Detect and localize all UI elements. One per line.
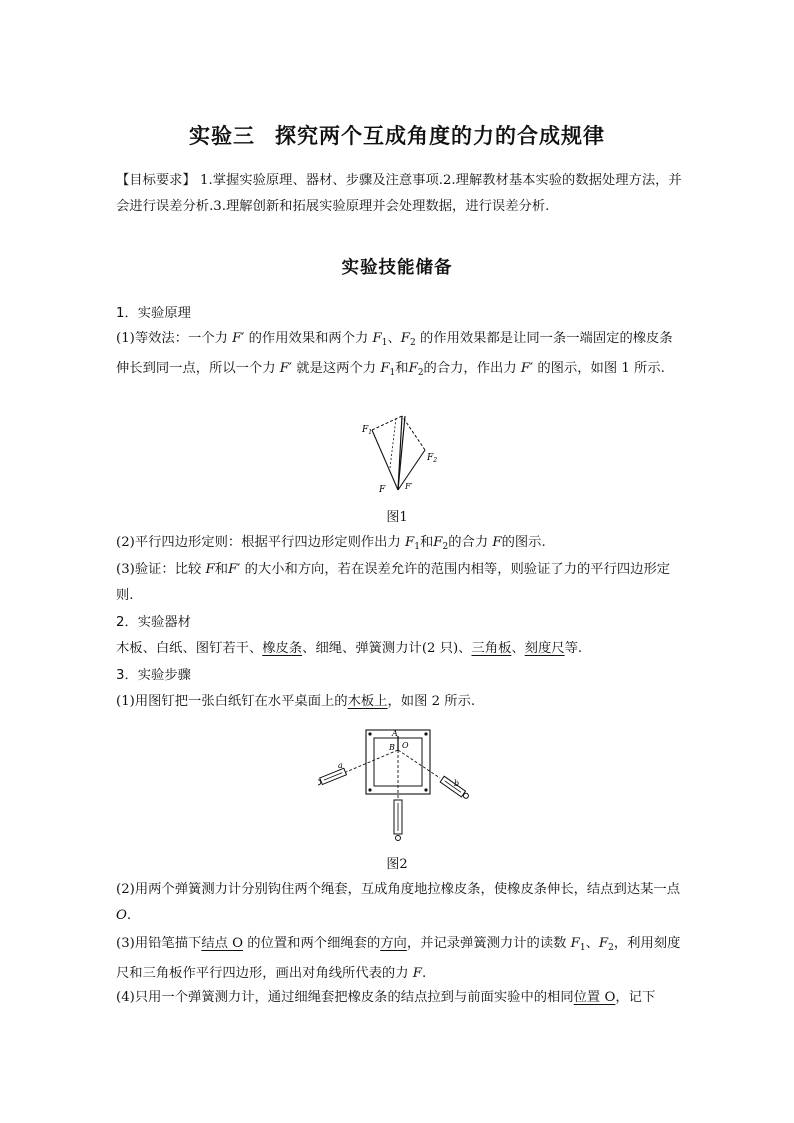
label-a-upper: A	[392, 729, 398, 738]
figure-1-caption: 图1	[386, 510, 408, 525]
string-b	[398, 750, 440, 778]
label-f1: $F_1$	[362, 425, 373, 436]
objective-tag: 【目标要求】	[116, 173, 196, 188]
dashed-guide	[390, 418, 396, 468]
figure-2-apparatus	[318, 726, 478, 852]
label-b-upper: B	[389, 743, 395, 752]
title-experiment-number: 实验三	[189, 124, 255, 148]
title-topic: 探究两个互成角度的力的合成规律	[275, 124, 605, 148]
section-heading-principle: 1．实验原理	[116, 306, 191, 321]
principle-paragraph-3: (3)验证：比较 F和F′ 的大小和方向，若在误差允许的范围内相等，则验证了力的平行四边形定则.	[116, 562, 671, 603]
step-2: (2)用两个弹簧测力计分别钩住两个绳套，互成角度地拉橡皮条，使橡皮条伸长，结点到达某一点 O.	[116, 882, 681, 923]
label-f: F	[379, 485, 386, 495]
label-b-lower: b	[454, 779, 460, 788]
label-o: O	[402, 741, 409, 750]
pin-icon	[424, 732, 427, 735]
page-title	[0, 120, 794, 150]
string-a	[346, 750, 398, 772]
figure-2-caption: 图2	[386, 857, 408, 872]
section-title: 实验技能储备	[341, 258, 453, 278]
pin-icon	[424, 788, 427, 791]
pin-icon	[368, 788, 371, 791]
section-heading-equipment: 2．实验器材	[116, 615, 191, 630]
principle-paragraph-1: (1)等效法：一个力 F′ 的作用效果和两个力 $F_1$、$F_2$ 的作用效果都是让同一条一端固定的橡皮条伸长到同一点，所以一个力 F′ 就是这两个力 $F_1$和$F_2$的合力，作出力 F′ 的图示，如图 1 所示.	[116, 331, 673, 378]
objective-text: 1.掌握实验原理、器材、步骤及注意事项.2.理解教材基本实验的数据处理方法，并会进行误差分析.3.理解创新和拓展实验原理并会处理数据，进行误差分析.	[116, 173, 682, 214]
parallelogram-dashed-edge	[402, 416, 425, 450]
f1-vector	[372, 430, 398, 490]
step-4: (4)只用一个弹簧测力计，通过细绳套把橡皮条的结点拉到与前面实验中的相同位置 O，记下	[116, 990, 656, 1005]
section-heading-steps: 3．实验步骤	[116, 668, 191, 683]
parallelogram-dashed-edge	[372, 416, 402, 430]
principle-paragraph-2: (2)平行四边形定则：根据平行四边形定则作出力 $F_1$和$F_2$的合力 F的图示.	[116, 535, 546, 552]
objective-block	[116, 168, 682, 220]
step-3: (3)用铅笔描下结点 O 的位置和两个细绳套的方向，并记录弹簧测力计的读数 $F_1$、$F_2$，利用刻度尺和三角板作平行四边形，画出对角线所代表的力 F.	[116, 936, 681, 981]
label-f2: $F_2$	[427, 453, 438, 464]
spring-scale-a	[318, 768, 346, 786]
pin-icon	[368, 732, 371, 735]
figure-1-force-diagram	[350, 408, 450, 500]
spring-scale-center	[394, 800, 402, 841]
label-a-lower: a	[338, 761, 343, 770]
step-1: (1)用图钉把一张白纸钉在水平桌面上的木板上，如图 2 所示.	[116, 694, 476, 709]
equipment-list: 木板、白纸、图钉若干、橡皮条、细绳、弹簧测力计(2 只)、三角板、刻度尺等.	[116, 641, 583, 656]
label-f-prime: F′	[405, 482, 413, 491]
